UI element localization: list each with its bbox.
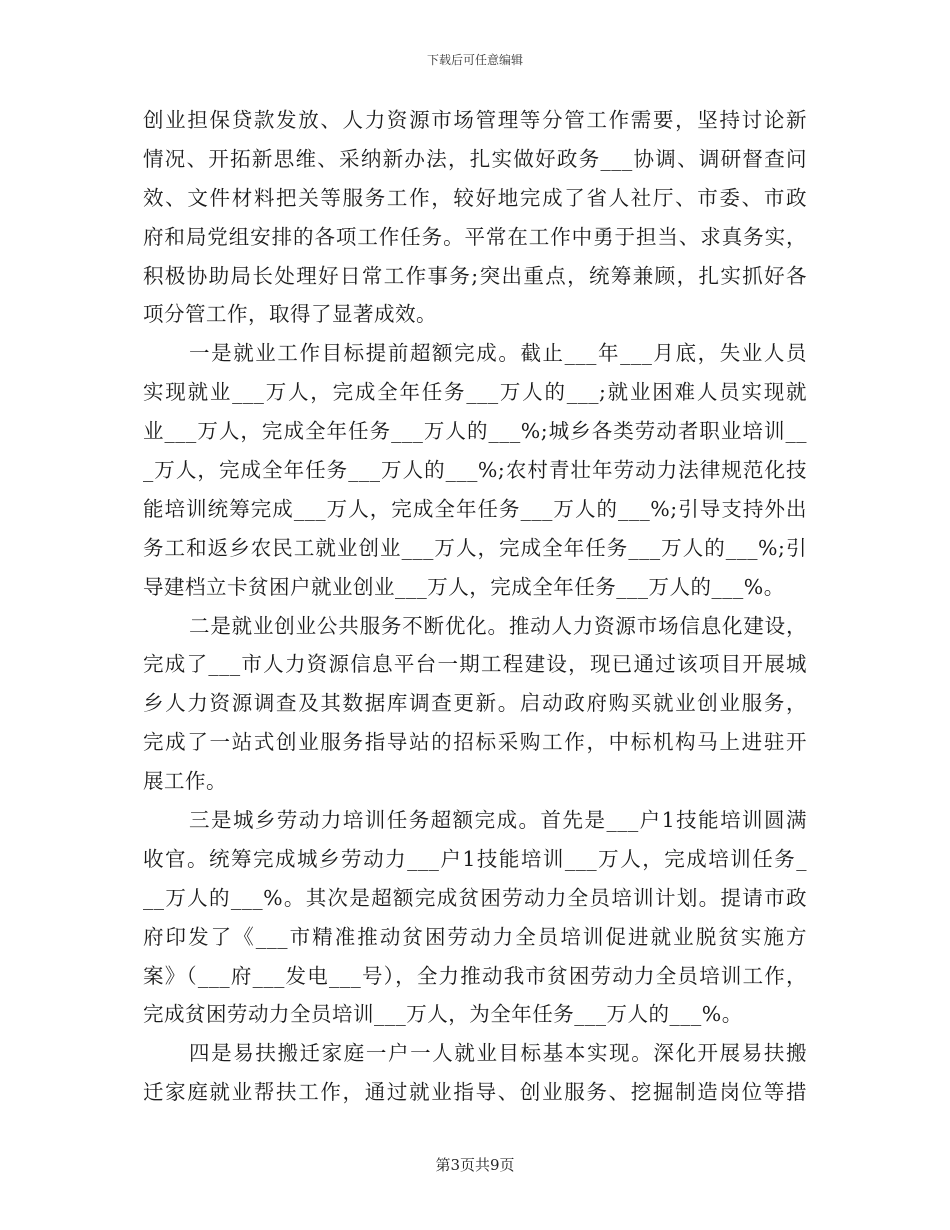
paragraph	[143, 801, 807, 1034]
text-line: 案》（___府___发电___号），全力推动我市贫困劳动力全员培训工作，	[143, 963, 807, 988]
text-line: 迁家庭就业帮扶工作，通过就业指导、创业服务、挖掘制造岗位等措	[143, 1080, 807, 1105]
text-line: 一是就业工作目标提前超额完成。截止___年___月底，失业人员	[189, 341, 807, 366]
text-line: 能培训统筹完成___万人，完成全年任务___万人的___%;引导支持外出	[143, 496, 807, 521]
paragraph	[143, 101, 807, 334]
text-line: 乡人力资源调查及其数据库调查更新。启动政府购买就业创业服务，	[143, 691, 807, 716]
text-line: 三是城乡劳动力培训任务超额完成。首先是___户1技能培训圆满	[189, 808, 807, 833]
document-body	[143, 101, 807, 1112]
text-line: 效、文件材料把关等服务工作，较好地完成了省人社厅、市委、市政	[143, 185, 807, 210]
text-line: 府和局党组安排的各项工作任务。平常在工作中勇于担当、求真务实，	[143, 224, 807, 249]
text-line: 导建档立卡贫困户就业创业___万人，完成全年任务___万人的___%。	[143, 574, 785, 599]
page-header: 下载后可任意编辑	[426, 53, 523, 67]
text-line: 创业担保贷款发放、人力资源市场管理等分管工作需要，坚持讨论新	[143, 108, 807, 132]
text-line: __万人的___%。其次是超额完成贫困劳动力全员培训计划。提请市政	[143, 885, 807, 910]
text-line: 务工和返乡农民工就业创业___万人，完成全年任务___万人的___%;引	[143, 535, 807, 560]
text-line: 积极协助局长处理好日常工作事务;突出重点，统筹兼顾，扎实抓好各	[143, 263, 807, 288]
text-line: 府印发了《___市精准推动贫困劳动力全员培训促进就业脱贫实施方	[143, 924, 807, 949]
text-line: 收官。统筹完成城乡劳动力___户1技能培训___万人，完成培训任务_	[143, 846, 807, 871]
text-line: _万人，完成全年任务___万人的___%;农村青壮年劳动力法律规范化技	[143, 458, 807, 483]
paragraph	[143, 1034, 807, 1112]
text-line: 二是就业创业公共服务不断优化。推动人力资源市场信息化建设，	[189, 613, 807, 638]
paragraph	[143, 607, 807, 801]
paragraph	[143, 334, 807, 606]
text-line: 项分管工作，取得了显著成效。	[143, 302, 437, 327]
text-line: 四是易扶搬迁家庭一户一人就业目标基本实现。深化开展易扶搬	[189, 1041, 807, 1066]
text-line: 实现就业___万人，完成全年任务___万人的___;就业困难人员实现就	[143, 380, 807, 405]
text-line: 业___万人，完成全年任务___万人的___%;城乡各类劳动者职业培训__	[143, 419, 807, 444]
text-line: 情况、开拓新思维、采纳新办法，扎实做好政务___协调、调研督查问	[143, 146, 807, 171]
text-line: 完成贫困劳动力全员培训___万人，为全年任务___万人的___%。	[143, 1002, 743, 1027]
text-line: 完成了___市人力资源信息平台一期工程建设，现已通过该项目开展城	[143, 652, 807, 677]
text-line: 完成了一站式创业服务指导站的招标采购工作，中标机构马上进驻开	[143, 730, 807, 755]
text-line: 展工作。	[143, 769, 227, 794]
page-footer: 第3页共9页	[435, 1156, 515, 1174]
